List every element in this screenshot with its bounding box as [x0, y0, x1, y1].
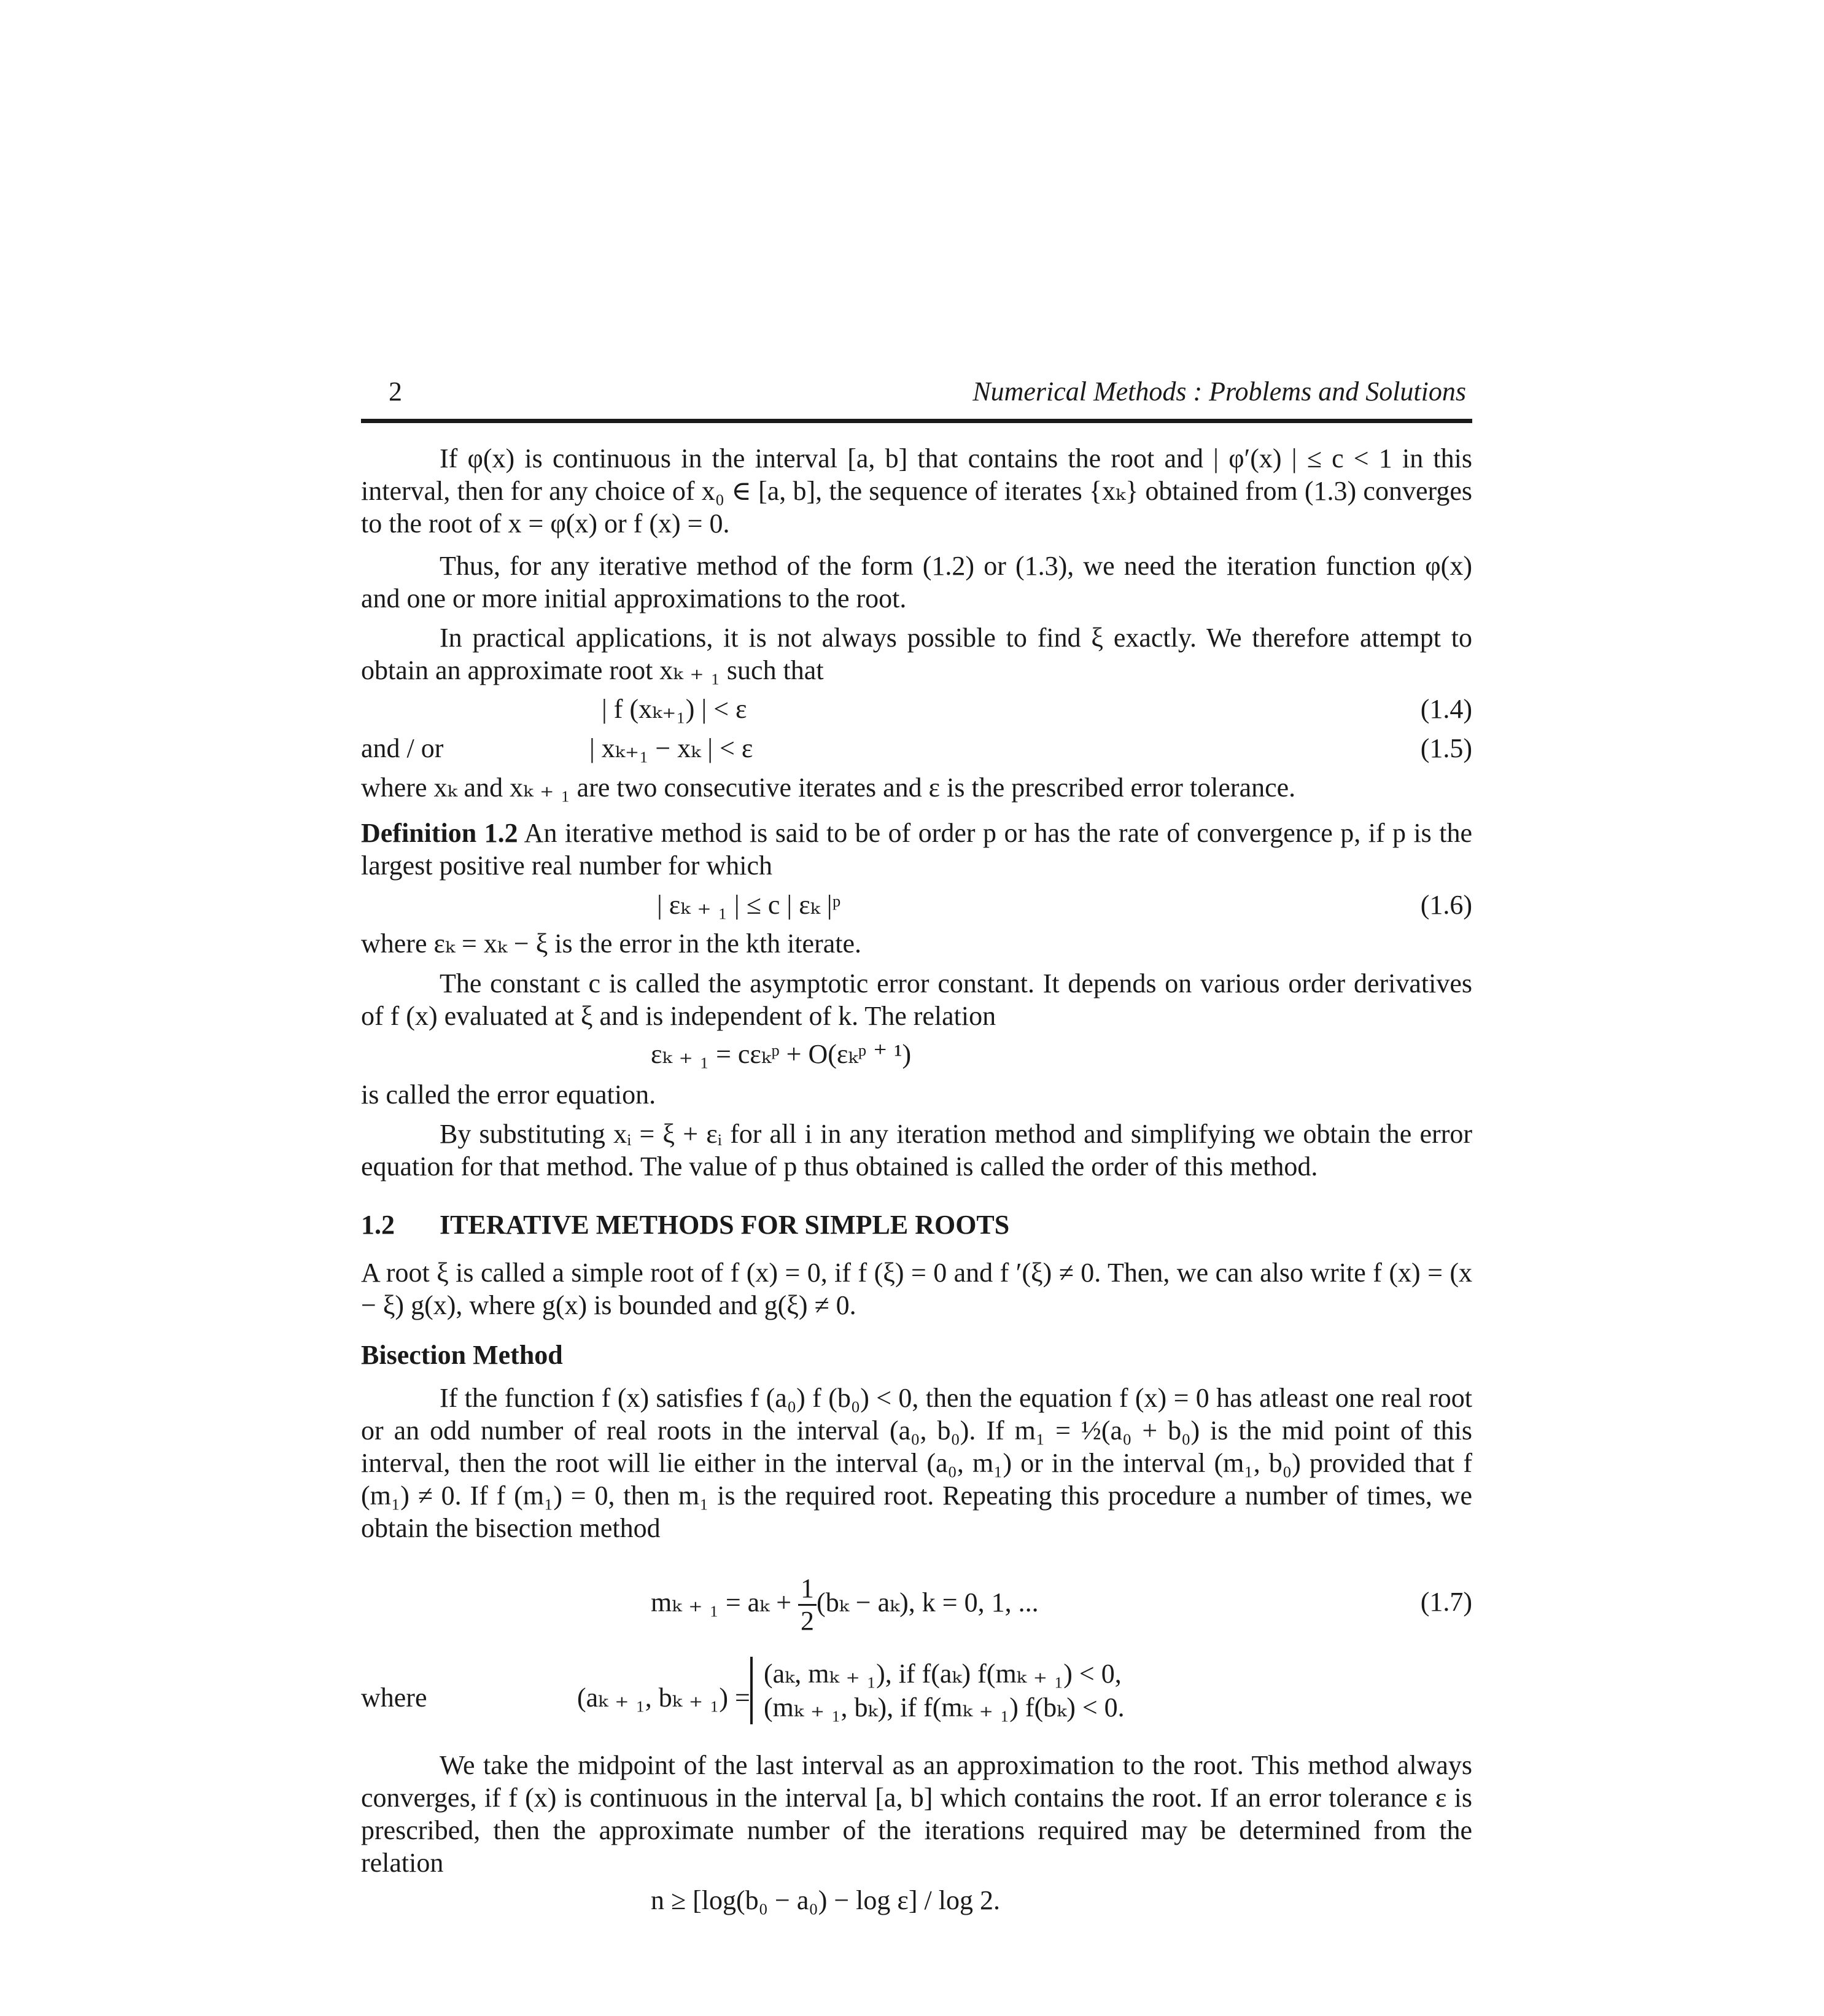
equation-1-6: | εₖ ₊ ₁ | ≤ c | εₖ |ᵖ [657, 890, 841, 920]
definition-label: Definition 1.2 [361, 818, 518, 848]
equation-1-5: | xₖ₊₁ − xₖ | < ε [589, 733, 753, 763]
and-or-label: and / or [361, 733, 444, 763]
section-number: 1.2 [361, 1210, 395, 1240]
paragraph-approximate-root: In practical applications, it is not always possible to find ξ exactly. We therefore attempt to obtain an approximate root xₖ ₊ ₁ such that [361, 623, 1472, 685]
equation-number-1-7: (1.7) [1420, 1587, 1472, 1617]
page-header [361, 376, 1472, 423]
eq-1-7-rhs: (bₖ − aₖ), k = 0, 1, ... [817, 1587, 1039, 1617]
paragraph-bisection: If the function f (x) satisfies f (a₀) f (b₀) < 0, then the equation f (x) = 0 has atleast one real root or an odd number of real roots in the interval (a₀, b₀). If m₁ = ½(a₀ + b₀) is the mid point of this interval, then the root will lie either in the interval (a₀, m₁) or in the interval (m₁, b₀) provided that f (m₁) ≠ 0. If f (m₁) = 0, then m₁ is the required root. Repeating this procedure a number of times, we obtain the bisection method [361, 1383, 1472, 1543]
equation-1-7 [651, 1572, 1039, 1637]
paragraph-midpoint: We take the midpoint of the last interval as an approximation to the root. This method always converges, if f (x) is continuous in the interval [a, b] which contains the root. If an error tolerance ε is prescribed, then the approximate number of the iterations required may be determined from the relation [361, 1750, 1472, 1878]
paragraph-error-definition: where εₖ = xₖ − ξ is the error in the kth iterate. [361, 928, 862, 959]
error-equation: εₖ ₊ ₁ = cεₖᵖ + O(εₖᵖ ⁺ ¹) [651, 1039, 912, 1069]
section-title: ITERATIVE METHODS FOR SIMPLE ROOTS [440, 1210, 1010, 1240]
where-label: where [361, 1683, 427, 1713]
paragraph-convergence-condition: If φ(x) is continuous in the interval [a, b] that contains the root and | φ′(x) | ≤ c < 1 in this interval, then for any choice of x₀ ∈ [a, b], the sequence of iterates {xₖ} obtained from (1.3) converges to the root of x = φ(x) or f (x) = 0. [361, 443, 1472, 539]
cases-lhs: (aₖ ₊ ₁, bₖ ₊ ₁) = [577, 1683, 750, 1713]
paragraph-iteration-function: Thus, for any iterative method of the form (1.2) or (1.3), we need the iteration function φ(x) and one or more initial approximations to the root. [361, 551, 1472, 613]
case-1: (aₖ, mₖ ₊ ₁), if f(aₖ) f(mₖ ₊ ₁) < 0, [764, 1659, 1122, 1689]
definition-text: An iterative method is said to be of order p or has the rate of convergence p, if p is the largest positive real number for which [361, 818, 1472, 881]
paragraph-error-equation-term: is called the error equation. [361, 1080, 656, 1110]
definition-1-2 [361, 817, 1472, 882]
equation-1-4: | f (xₖ₊₁) | < ε [602, 694, 747, 724]
running-title: Numerical Methods : Problems and Solutions [972, 376, 1466, 407]
bisection-cases [750, 1657, 1125, 1724]
section-heading [361, 1208, 1009, 1241]
case-2: (mₖ ₊ ₁, bₖ), if f(mₖ ₊ ₁) f(bₖ) < 0. [764, 1692, 1125, 1722]
equation-number-1-6: (1.6) [1420, 890, 1472, 920]
eq-1-7-lhs: mₖ ₊ ₁ = aₖ + [651, 1587, 792, 1617]
iterations-bound-equation: n ≥ [log(b₀ − a₀) − log ε] / log 2. [651, 1885, 1000, 1915]
paragraph-substitution: By substituting xᵢ = ξ + εᵢ for all i in any iteration method and simplifying we obtain the error equation for that method. The value of p thus obtained is called the order of this method. [361, 1119, 1472, 1181]
equation-number-1-5: (1.5) [1420, 733, 1472, 763]
half-fraction [798, 1573, 817, 1637]
fraction-denominator: 2 [801, 1606, 815, 1637]
paragraph-simple-root: A root ξ is called a simple root of f (x) = 0, if f (ξ) = 0 and f ′(ξ) ≠ 0. Then, we can also write f (x) = (x − ξ) g(x), where g(x) is bounded and g(ξ) ≠ 0. [361, 1258, 1472, 1320]
equation-number-1-4: (1.4) [1420, 694, 1472, 724]
paragraph-consecutive-iterates: where xₖ and xₖ ₊ ₁ are two consecutive iterates and ε is the prescribed error tolerance. [361, 773, 1296, 803]
paragraph-asymptotic-constant: The constant c is called the asymptotic error constant. It depends on various order derivatives of f (x) evaluated at ξ and is independent of k. The relation [361, 968, 1472, 1031]
fraction-numerator: 1 [798, 1573, 817, 1606]
subsection-heading: Bisection Method [361, 1340, 563, 1370]
page-number: 2 [389, 376, 402, 407]
